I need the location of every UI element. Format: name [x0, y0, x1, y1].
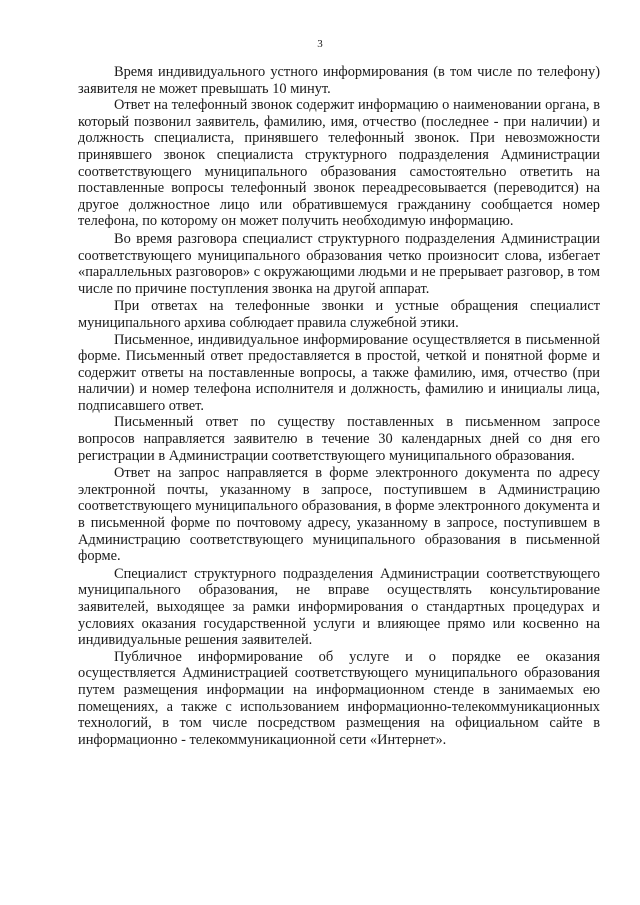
- page-number: 3: [317, 38, 323, 50]
- paragraph-public-info: Публичное информирование об услуге и о порядке ее оказания осуществляется Администрацией соответствующего муниципального образования путем размещения информации на информационном стенде в занимаемых ею помещениях, а также с использованием информационно-телекоммуникационных технологий, в том числе посредством размещения на официальном сайте в информационно - телекоммуникационной сети «Интернет».: [78, 648, 600, 748]
- paragraph-conversation-rules: Во время разговора специалист структурного подразделения Администрации соответствующего муниципального образования четко произносит слова, избегает «параллельных разговоров» с окружающими людьми и не прерывает разговор, в том числе по причине поступления звонка на другой аппарат.: [78, 230, 600, 297]
- paragraph-phone-answer: Ответ на телефонный звонок содержит информацию о наименовании органа, в который позвонил заявитель, фамилию, имя, отчество (последнее - при наличии) и должность специалиста, принявшего телефонный звонок. При невозможности принявшего звонок специалиста структурного подразделения Администрации соответствующего муниципального образования самостоятельно ответить на поставленные вопросы телефонный звонок переадресовывается (переводится) на другое должностное лицо или обратившемуся гражданину сообщается номер телефона, по которому он может получить необходимую информацию.: [78, 97, 600, 230]
- paragraph-service-ethics: При ответах на телефонные звонки и устные обращения специалист муниципального архива соблюдает правила служебной этики.: [78, 298, 600, 331]
- paragraph-consulting-limits: Специалист структурного подразделения Администрации соответствующего муниципального образования, не вправе осуществлять консультирование заявителей, выходящее за рамки информирования о стандартных процедурах и условиях оказания государственной услуги и влияющее прямо или косвенно на индивидуальные решения заявителей.: [78, 565, 600, 649]
- paragraph-written-info: Письменное, индивидуальное информирование осуществляется в письменной форме. Письменный ответ предоставляется в простой, четкой и понятной форме и содержит ответы на поставленные вопросы, а также фамилию, имя, отчество (при наличии) и номер телефона исполнителя и должность, фамилию и инициалы лица, подписавшего ответ.: [78, 331, 600, 414]
- document-body: [78, 64, 600, 748]
- paragraph-oral-info-time: Время индивидуального устного информирования (в том числе по телефону) заявителя не может превышать 10 минут.: [78, 64, 600, 97]
- paragraph-written-answer-term: Письменный ответ по существу поставленных в письменном запросе вопросов направляется заявителю в течение 30 календарных дней со дня его регистрации в Администрации соответствующего муниципального образования.: [78, 414, 600, 464]
- paragraph-electronic-answer: Ответ на запрос направляется в форме электронного документа по адресу электронной почты, указанному в запросе, поступившем в Администрацию соответствующего муниципального образования, в форме электронного документа и в письменной форме по почтовому адресу, указанному в запросе, поступившем в Администрацию соответствующего муниципального образования в письменной форме.: [78, 465, 600, 565]
